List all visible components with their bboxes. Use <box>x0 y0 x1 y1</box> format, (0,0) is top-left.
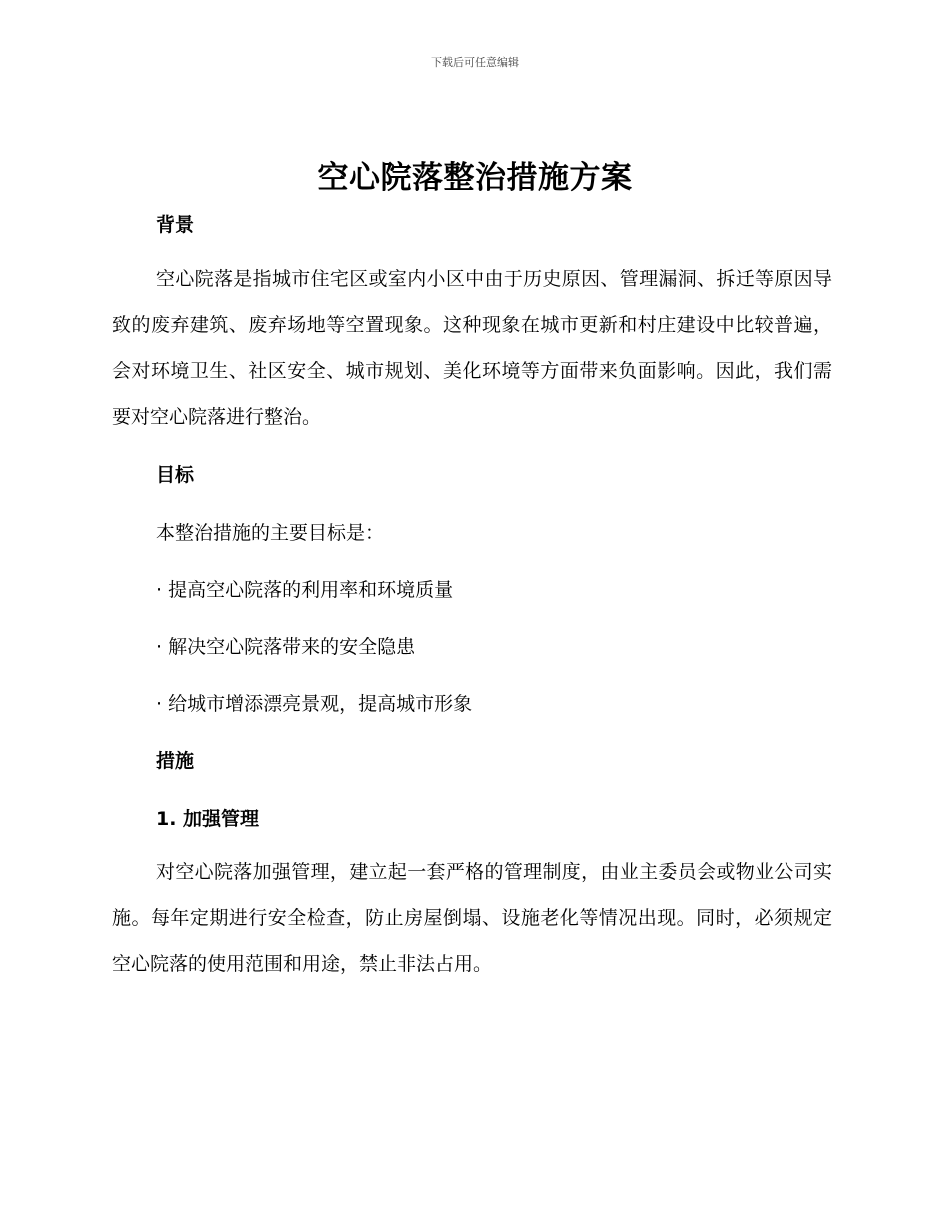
page-header: 下载后可任意编辑 <box>431 56 519 69</box>
management-paragraph: 对空心院落加强管理，建立起一套严格的管理制度，由业主委员会或物业公司实施。每年定期进行安全检查，防止房屋倒塌、设施老化等情况出现。同时，必须规定空心院落的使用范围和用途，禁止非法占用。 <box>112 861 832 975</box>
document-title: 空心院落整治措施方案 <box>317 160 633 196</box>
subsection-heading-strengthen-management: 1. 加强管理 <box>156 808 260 830</box>
section-heading-background: 背景 <box>156 214 195 236</box>
section-heading-goals: 目标 <box>156 464 195 486</box>
goal-item: · 给城市增添漂亮景观，提高城市形象 <box>156 693 473 715</box>
goal-item: · 提高空心院落的利用率和环境质量 <box>156 579 454 601</box>
background-paragraph: 空心院落是指城市住宅区或室内小区中由于历史原因、管理漏洞、拆迁等原因导致的废弃建筑、废弃场地等空置现象。这种现象在城市更新和村庄建设中比较普遍，会对环境卫生、社区安全、城市规划、美化环境等方面带来负面影响。因此，我们需要对空心院落进行整治。 <box>112 268 832 428</box>
goal-item: · 解决空心院落带来的安全隐患 <box>156 636 416 658</box>
section-heading-measures: 措施 <box>156 750 195 772</box>
goals-intro: 本整治措施的主要目标是： <box>156 522 385 544</box>
